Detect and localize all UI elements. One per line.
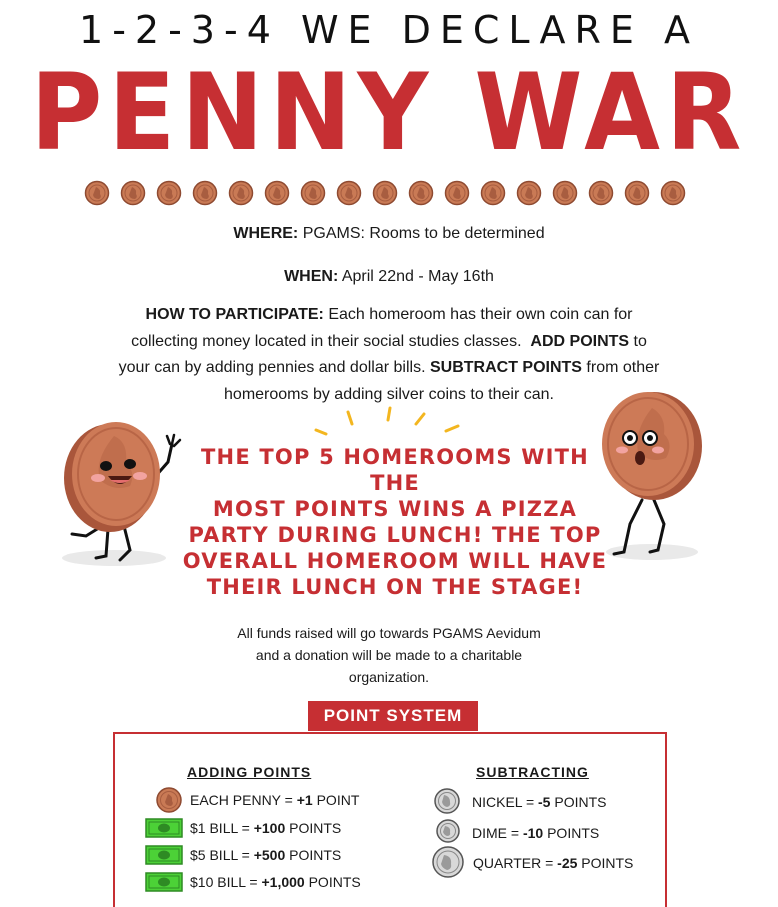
penny-icon: [230, 182, 253, 205]
penny-icon: [302, 182, 325, 205]
penny-icon: [338, 182, 361, 205]
when-text: April 22nd - May 16th: [341, 268, 494, 285]
penny-icon: [626, 182, 649, 205]
funds-line-2: and a donation will be made to a charitable: [255, 647, 523, 663]
penny-icon: [518, 182, 541, 205]
add-item-value: +500: [253, 847, 286, 863]
sub-item-value: -10: [522, 825, 544, 841]
penny-icon: [410, 182, 433, 205]
add-points-label: ADD POINTS: [530, 332, 630, 350]
add-item-value: +100: [253, 820, 286, 836]
penny-icon: [554, 182, 577, 205]
dime-icon: [436, 819, 460, 843]
add-item-unit: POINTS: [285, 847, 342, 863]
penny-icon: [266, 182, 289, 205]
sub-item-unit: POINTS: [550, 794, 607, 810]
participate-text-5: from other: [586, 359, 660, 376]
participate-text-6: homerooms by adding silver coins to their can.: [224, 385, 554, 403]
penny-icon: [590, 182, 613, 205]
where-text: PGAMS: Rooms to be determined: [302, 225, 545, 242]
spark-lines-icon: [312, 404, 472, 444]
when-line: [0, 265, 778, 288]
penny-icon: [482, 182, 505, 205]
header-line: 1-2-3-4 WE DECLARE A: [79, 8, 699, 52]
headline-line-3: PARTY DURING LUNCH! THE TOP: [188, 523, 602, 547]
sub-item-name: DIME =: [472, 825, 523, 841]
dollar-bill-icon: [145, 845, 183, 865]
participate-label: HOW TO PARTICIPATE:: [145, 306, 324, 323]
sub-item-value: -5: [538, 794, 551, 810]
penny-icon: [86, 182, 109, 205]
add-item-value: +1: [296, 792, 313, 808]
add-item-name: EACH PENNY =: [190, 792, 297, 808]
page-title: PENNY WAR: [30, 52, 748, 176]
dollar-bill-icon: [145, 818, 183, 838]
penny-icon: [194, 182, 217, 205]
nickel-icon: [434, 788, 460, 814]
headline-line-5: THEIR LUNCH ON THE STAGE!: [206, 575, 584, 599]
right-penny-character-icon: [592, 388, 716, 568]
where-label: WHERE:: [233, 225, 299, 242]
add-item-unit: POINTS: [304, 874, 361, 890]
penny-icon: [122, 182, 145, 205]
funds-line-1: All funds raised will go towards PGAMS Aevidum: [237, 625, 541, 641]
funds-line-3: organization.: [348, 669, 430, 685]
sub-item-value: -25: [557, 855, 578, 871]
penny-icon: [662, 182, 685, 205]
add-item-unit: POINT: [312, 792, 360, 808]
add-item-name: $5 BILL =: [190, 847, 254, 863]
sub-item-name: NICKEL =: [472, 794, 539, 810]
subtracting-heading: SUBTRACTING: [476, 764, 589, 780]
participate-text-3: to: [633, 332, 647, 350]
prize-headline: [180, 444, 610, 600]
participate-text-4: your can by adding pennies and dollar bills.: [118, 359, 426, 376]
dollar-bill-icon: [145, 872, 183, 892]
headline-line-4: OVERALL HOMEROOM WILL HAVE: [182, 549, 608, 573]
penny-icon: [156, 787, 182, 813]
funds-note: [0, 622, 778, 688]
penny-icon: [158, 182, 181, 205]
sub-item-name: QUARTER =: [473, 855, 558, 871]
penny-row: [84, 180, 704, 206]
sub-item-unit: POINTS: [577, 855, 634, 871]
subtract-points-label: SUBTRACT POINTS: [429, 359, 582, 376]
adding-points-heading: ADDING POINTS: [187, 764, 312, 780]
headline-line-2: MOST POINTS WINS A PIZZA: [212, 497, 578, 521]
quarter-icon: [432, 846, 464, 878]
add-item-unit: POINTS: [285, 820, 342, 836]
add-item-name: $1 BILL =: [190, 820, 254, 836]
sub-item-unit: POINTS: [543, 825, 600, 841]
penny-icon: [374, 182, 397, 205]
add-item-name: $10 BILL =: [190, 874, 262, 890]
when-label: WHEN:: [284, 268, 339, 285]
participate-text-2: collecting money located in their social studies classes.: [131, 332, 522, 350]
participate-text-1: Each homeroom has their own coin can for: [328, 306, 633, 323]
point-system-label: POINT SYSTEM: [308, 701, 478, 731]
headline-line-1: THE TOP 5 HOMEROOMS WITH THE: [201, 445, 589, 495]
where-line: [0, 222, 778, 245]
add-item-value: +1,000: [261, 874, 305, 890]
penny-icon: [446, 182, 469, 205]
